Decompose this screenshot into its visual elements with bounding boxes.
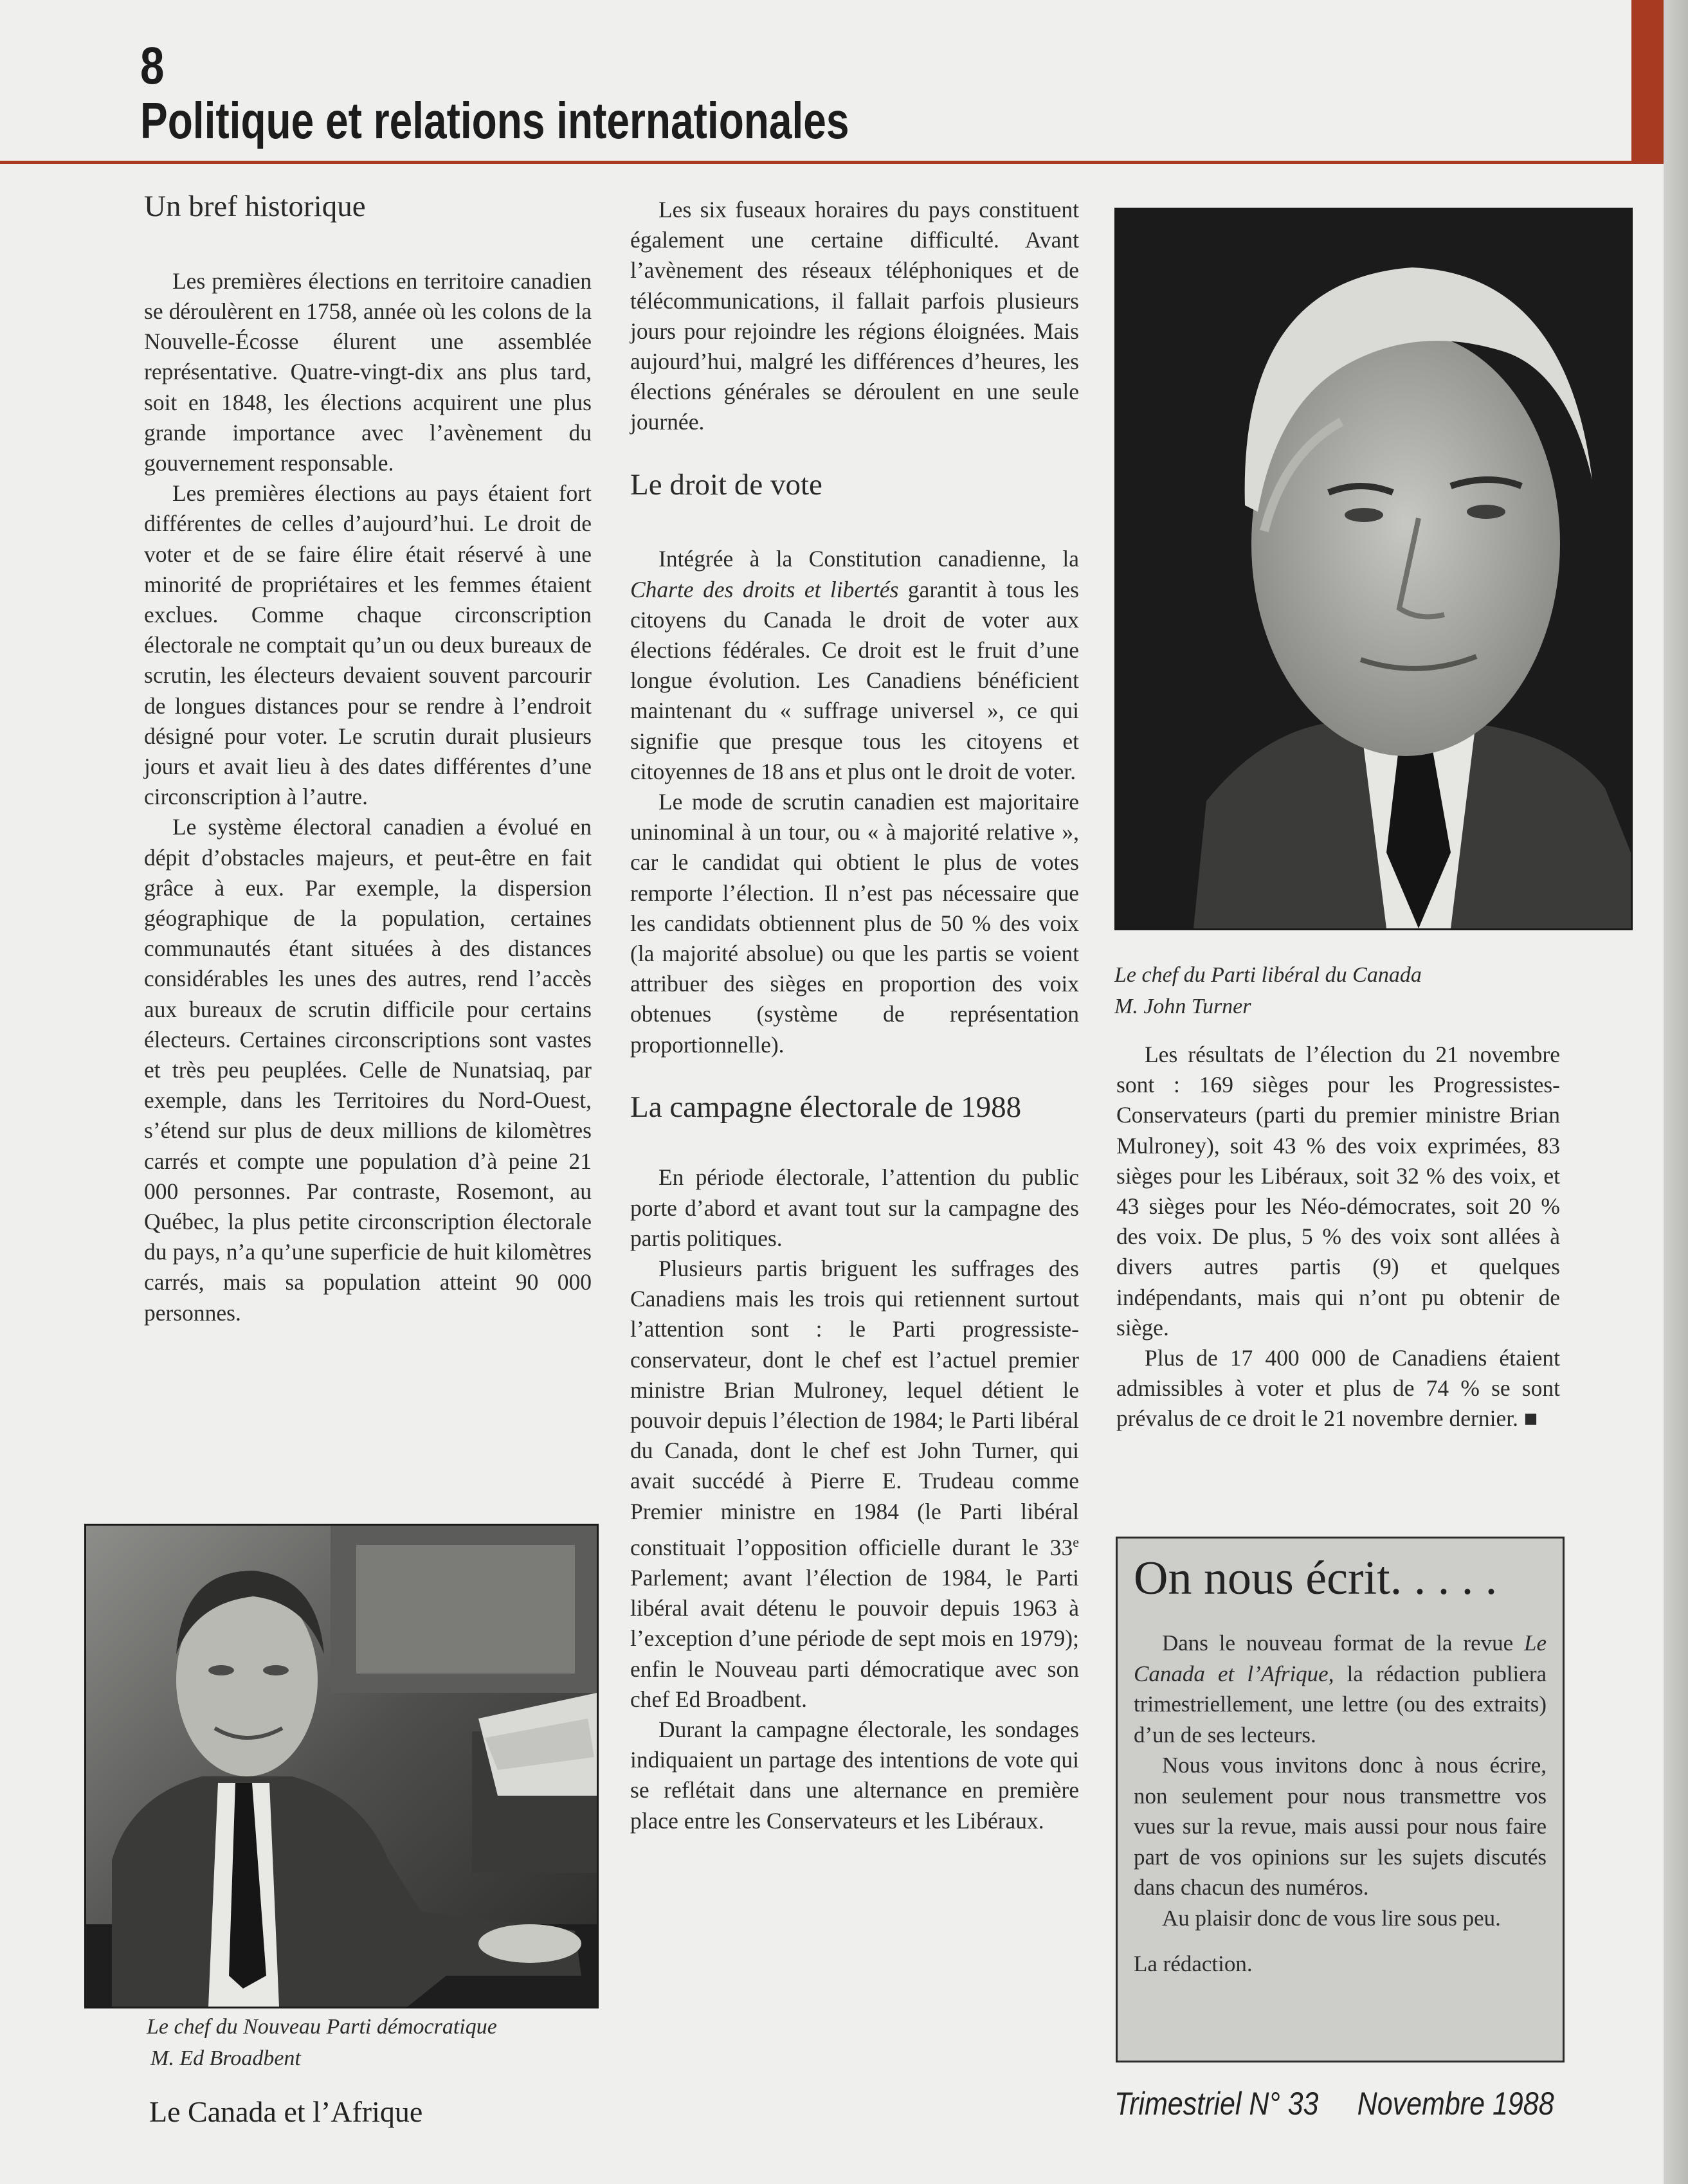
text-run: Plusieurs partis briguent les suffrages des Canadiens mais les trois qui retiennent surtout l’attention sont : le Parti progressiste-conservateur, dont le chef est l’actuel premier ministre Brian Mulroney, lequel détient le pouvoir depuis l’élection de 1984; le Parti libéral du Canada, dont le chef est John Turner, qui avait succédé à Pierre E. Trudeau comme Premier ministre en 1984 (le Parti libéral constituait l’opposition officielle durant le 33 (630, 1256, 1079, 1560)
col3-paragraph (1116, 1343, 1560, 1434)
broadbent-caption-line-2: M. Ed Broadbent (150, 2046, 301, 2070)
section-title: Politique et relations internationales (140, 92, 849, 149)
superscript: e (1073, 1533, 1079, 1550)
col2-paragraph: Durant la campagne électorale, les sondages indiquaient un partage des intentions de vote qui se reflétait dans une alternance en première place entre les Conservateurs et les Libéraux. (630, 1716, 1079, 1834)
letters-paragraph: Nous vous invitons donc à nous écrire, non seulement pour nous transmettre vos vues sur la revue, mais aussi pour nous faire part de vos opinions sur les sujets discutés dans chacun des numéros. (1134, 1753, 1547, 1900)
red-corner-tab (1631, 0, 1664, 161)
col2-paragraph: En période électorale, l’attention du public porte d’abord et avant tout sur la campagne des partis politiques. (630, 1164, 1079, 1251)
footer-issue: Trimestriel N° 33 (1114, 2086, 1319, 2122)
heading-campagne-1988: La campagne électorale de 1988 (630, 1090, 1022, 1124)
col2-paragraph (630, 1254, 1079, 1715)
col2-paragraph: Les six fuseaux horaires du pays constituent également une certaine difficulté. Avant l’avènement des réseaux téléphoniques et de télécommunications, il fallait parfois plusieurs jours pour rejoindre les régions éloignées. Mais aujourd’hui, malgré les différences d’heures, les élections générales se déroulent en une seule journée. (630, 197, 1079, 435)
col3-paragraph: Les résultats de l’élection du 21 novembre sont : 169 sièges pour les Progressistes-Conservateurs (parti du premier ministre Brian Mulroney), soit 43 % des voix exprimées, 83 sièges pour les Libéraux, soit 32 % des voix, et 43 sièges pour les Néo-démocrates, soit 20 % des voix. De plus, 5 % des voix sont allées à divers autres partis (9) et quelques indépendants, mais qui n’ont pu obtenir de siège. (1116, 1042, 1560, 1340)
letters-signature: La rédaction. (1134, 1951, 1253, 1977)
turner-caption-line-1: Le chef du Parti libéral du Canada (1114, 963, 1422, 987)
text-run: Intégrée à la Constitution canadienne, la (658, 546, 1079, 572)
turner-portrait-image (1116, 210, 1631, 928)
footer-date: Novembre 1988 (1357, 2086, 1554, 2122)
turner-caption-line-2: M. John Turner (1114, 995, 1251, 1018)
charter-title: Charte des droits et libertés (630, 576, 899, 602)
column-1 (144, 190, 592, 1328)
broadbent-caption-line-1: Le chef du Nouveau Parti démocratique (147, 2015, 497, 2039)
footer-issue-info (1114, 2085, 1554, 2122)
letters-box-content (1134, 1553, 1547, 1980)
magazine-title: Le Canada et l’Afrique (1134, 1630, 1547, 1686)
col1-paragraph: Les premières élections en territoire canadien se déroulèrent en 1758, année où les colons de la Nouvelle-Écosse élurent une assemblée représentative. Quatre-vingt-dix ans plus tard, soit en 1848, les élections acquirent une plus grande importance avec l’avènement du gouvernement responsable. (144, 267, 592, 476)
page-edge-shadow (1664, 0, 1688, 2184)
page-number: 8 (140, 37, 165, 95)
column-2 (630, 195, 1079, 1836)
header-rule (0, 161, 1664, 164)
text-run: , la rédaction publiera trimestriellement, une lettre (ou des extraits) d’un de ses lecteurs. (1134, 1661, 1547, 1747)
footer-publication: Le Canada et l’Afrique (149, 2095, 423, 2128)
broadbent-portrait-image (86, 1526, 597, 2007)
column-3 (1116, 1040, 1560, 1434)
letters-box-title: On nous écrit. . . . . (1134, 1552, 1498, 1605)
col1-paragraph: Les premières élections au pays étaient fort différentes de celles d’aujourd’hui. Le droit de voter et de se faire élire était réservé à une minorité de propriétaires et les femmes étaient exclues. Comme chaque circonscription électorale ne comptait qu’un ou deux bureaux de scrutin, les électeurs devaient souvent parcourir de longues distances pour se rendre à l’endroit désigné pour voter. Le scrutin durait plusieurs jours et avait lieu à des dates différentes d’une circonscription à l’autre. (144, 480, 592, 810)
letters-paragraph (1134, 1628, 1547, 1750)
turner-photo (1114, 208, 1633, 930)
col2-paragraph: Le mode de scrutin canadien est majoritaire uninominal à un tour, ou « à majorité relative », car le candidat qui obtient le plus de votes remporte l’élection. Il n’est pas nécessaire que les candidats obtiennent plus de 50 % des voix (la majorité absolue) ou que les partis se voient attribuer des sièges en proportion des voix obtenues (système de représentation proportionnelle). (630, 788, 1079, 1058)
heading-bref-historique: Un bref historique (144, 190, 366, 223)
heading-droit-de-vote: Le droit de vote (630, 467, 822, 501)
broadbent-photo (84, 1524, 599, 2008)
letters-paragraph: Au plaisir donc de vous lire sous peu. (1162, 1905, 1501, 1931)
end-mark: ■ (1523, 1405, 1538, 1432)
col2-paragraph (630, 544, 1079, 787)
text-run: Parlement; avant l’élection de 1984, le Parti libéral avait détenu le pouvoir depuis 1963 à l’exception d’une période de sept mois en 1979); enfin le Nouveau parti démocratique avec son chef Ed Broadbent. (630, 1564, 1079, 1712)
text-run: Plus de 17 400 000 de Canadiens étaient admissibles à voter et plus de 74 % se sont prévalus de ce droit le 21 novembre dernier. (1116, 1345, 1560, 1432)
text-run: garantit à tous les citoyens du Canada le droit de voter aux élections fédérales. Ce droit est le fruit d’une longue évolution. Les Canadiens bénéficient maintenant du « suffrage universel », ce qui signifie que presque tous les citoyens et citoyennes de 18 ans et plus ont le droit de voter. (630, 576, 1079, 784)
text-run: Dans le nouveau format de la revue (1162, 1630, 1524, 1656)
col1-paragraph: Le système électoral canadien a évolué en dépit d’obstacles majeurs, et peut-être en fait grâce à eux. Par exemple, la dispersion géographique de la population, certaines communautés étant situées à des distances considérables les unes des autres, rend l’accès aux bureaux de scrutin difficile pour certains électeurs. Certaines circonscriptions sont vastes et très peu peuplées. Celle de Nunatsiaq, par exemple, dans les Territoires du Nord-Ouest, s’étend sur plus de deux millions de kilomètres carrés et compte une population d’à peine 21 000 personnes. Par contraste, Rosemont, au Québec, la plus petite circonscription électorale du pays, n’a qu’une superficie de huit kilomètres carrés, mais sa population atteint 90 000 personnes. (144, 814, 592, 1326)
turner-caption (1114, 959, 1565, 1022)
broadbent-caption (147, 2011, 590, 2074)
letters-box (1116, 1537, 1565, 2062)
